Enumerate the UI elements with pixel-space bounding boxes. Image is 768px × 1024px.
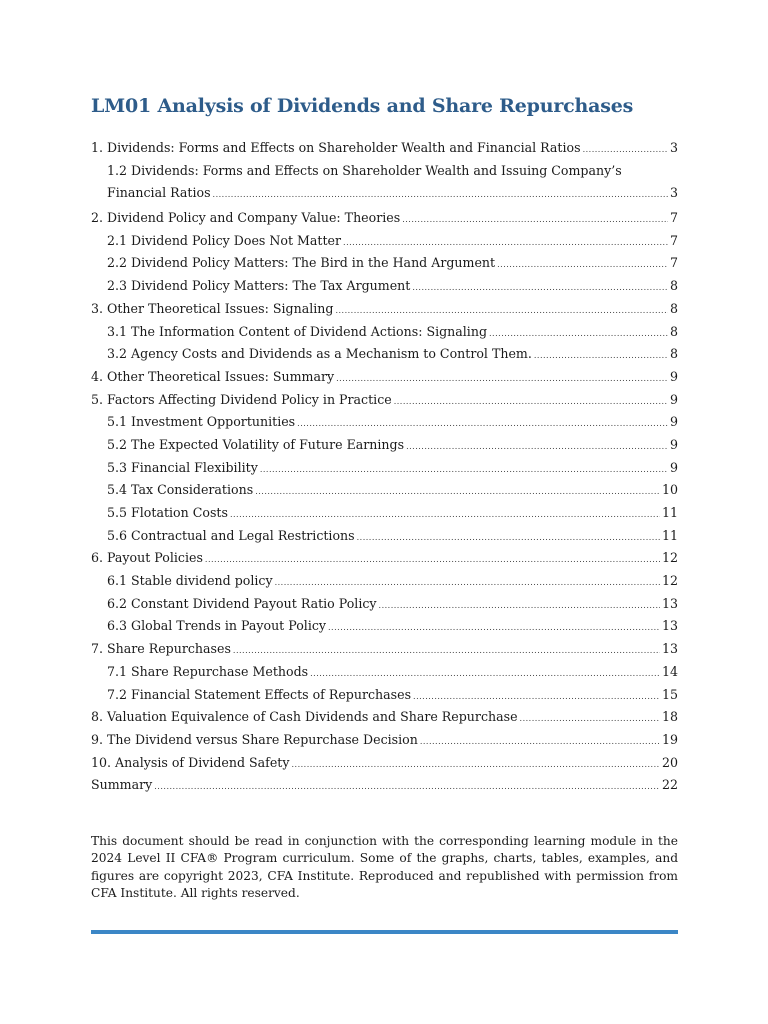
toc-entry[interactable]	[91, 593, 678, 616]
toc-entry[interactable]	[91, 160, 678, 207]
toc-page-number: 20	[661, 754, 678, 770]
toc-page-number: 13	[661, 595, 678, 611]
toc-entry[interactable]	[91, 207, 678, 230]
toc-entry[interactable]	[91, 457, 678, 480]
toc-entry-label: 5.5 Flotation Costs	[107, 505, 228, 521]
toc-dot-leader	[260, 459, 668, 482]
toc-dot-leader	[420, 731, 660, 754]
toc-entry-label: 6.1 Stable dividend policy	[107, 573, 273, 589]
toc-entry-label: 6. Payout Policies	[91, 550, 203, 566]
toc-page-number: 11	[661, 505, 678, 521]
toc-entry[interactable]	[91, 638, 678, 661]
toc-entry-label: 4. Other Theoretical Issues: Summary	[91, 368, 335, 384]
document-title: LM01 Analysis of Dividends and Share Repurchases	[91, 95, 634, 117]
toc-entry[interactable]	[91, 479, 678, 502]
toc-dot-leader	[205, 549, 660, 572]
toc-entry-label: 6.3 Global Trends in Payout Policy	[107, 618, 327, 634]
toc-entry[interactable]	[91, 230, 678, 253]
toc-entry[interactable]	[91, 389, 678, 412]
toc-entry-label: 6.2 Constant Dividend Payout Ratio Policy	[107, 595, 377, 611]
toc-dot-leader	[534, 345, 668, 368]
toc-entry-label: 2.2 Dividend Policy Matters: The Bird in the Hand Argument	[107, 255, 496, 271]
toc-dot-leader	[255, 481, 660, 504]
footer-rule	[91, 930, 678, 934]
toc-entry-label: 1.2 Dividends: Forms and Effects on Shareholder Wealth and Issuing Company’s	[107, 162, 622, 178]
toc-dot-leader	[213, 184, 668, 207]
toc-entry-label: 7.2 Financial Statement Effects of Repurchases	[107, 686, 412, 702]
toc-page-number: 15	[661, 686, 678, 702]
toc-entry-label: Summary	[91, 777, 153, 793]
toc-entry-label: 5.2 The Expected Volatility of Future Earnings	[107, 436, 405, 452]
toc-entry-label: 5.3 Financial Flexibility	[107, 459, 258, 475]
document-page	[91, 92, 678, 797]
toc-entry-label: 1. Dividends: Forms and Effects on Shareholder Wealth and Financial Ratios	[91, 140, 581, 155]
toc-entry-label: 5.6 Contractual and Legal Restrictions	[107, 527, 355, 543]
toc-page-number: 12	[661, 573, 678, 589]
toc-dot-leader	[413, 686, 660, 709]
toc-page-number: 13	[661, 641, 678, 657]
toc-page-number: 18	[661, 709, 678, 725]
toc-entry[interactable]	[91, 366, 678, 389]
toc-entry-label: 2.3 Dividend Policy Matters: The Tax Argument	[107, 278, 411, 294]
toc-entry[interactable]	[91, 752, 678, 775]
toc-entry[interactable]	[91, 729, 678, 752]
toc-dot-leader	[328, 617, 660, 640]
toc-dot-leader	[520, 708, 660, 731]
toc-dot-leader	[310, 663, 660, 686]
toc-page-number: 9	[669, 391, 678, 407]
toc-entry[interactable]	[91, 411, 678, 434]
toc-entry-label: 5.1 Investment Opportunities	[107, 414, 296, 430]
toc-entry-label: 10. Analysis of Dividend Safety	[91, 754, 290, 770]
toc-dot-leader	[583, 139, 668, 162]
toc-dot-leader	[412, 277, 668, 300]
toc-entry[interactable]	[91, 275, 678, 298]
toc-dot-leader	[489, 323, 668, 346]
toc-dot-leader	[394, 391, 668, 414]
toc-page-number: 3	[669, 185, 678, 201]
toc-entry[interactable]	[91, 615, 678, 638]
toc-page-number: 9	[669, 368, 678, 384]
toc-entry[interactable]	[91, 298, 678, 321]
copyright-notice: This document should be read in conjunction with the corresponding learning module in the 2024 Level II CFA® Program curriculum. Some of the graphs, charts, tables, examples, and figures are copyright 2023, CFA Institute. Reproduced and republished with permission from CFA Institute. All rights reserved.	[91, 834, 678, 900]
toc-dot-leader	[402, 209, 668, 232]
toc-entry-continuation	[107, 182, 678, 207]
toc-entry-label: 2. Dividend Policy and Company Value: Theories	[91, 210, 401, 226]
toc-dot-leader	[297, 413, 668, 436]
toc-entry-label: 9. The Dividend versus Share Repurchase Decision	[91, 731, 418, 747]
toc-page-number: 7	[669, 210, 678, 226]
toc-dot-leader	[154, 776, 660, 799]
toc-dot-leader	[275, 572, 660, 595]
toc-entry[interactable]	[91, 502, 678, 525]
toc-entry[interactable]	[91, 434, 678, 457]
toc-page-number: 11	[661, 527, 678, 543]
toc-entry-label-continuation: Financial Ratios	[107, 185, 211, 201]
toc-page-number: 13	[661, 618, 678, 634]
table-of-contents	[91, 137, 678, 797]
toc-entry-label: 5.4 Tax Considerations	[107, 482, 254, 498]
toc-page-number: 8	[669, 346, 678, 362]
toc-dot-leader	[497, 254, 668, 277]
toc-entry[interactable]	[91, 774, 678, 797]
toc-entry-label: 3. Other Theoretical Issues: Signaling	[91, 300, 334, 316]
toc-page-number: 10	[661, 482, 678, 498]
toc-entry[interactable]	[91, 137, 678, 160]
toc-entry[interactable]	[91, 684, 678, 707]
toc-entry[interactable]	[91, 525, 678, 548]
toc-page-number: 8	[669, 278, 678, 294]
toc-entry-label: 3.1 The Information Content of Dividend Actions: Signaling	[107, 323, 488, 339]
toc-dot-leader	[335, 300, 668, 323]
toc-entry-label: 5. Factors Affecting Dividend Policy in Practice	[91, 391, 392, 407]
toc-entry[interactable]	[91, 706, 678, 729]
toc-entry-label: 2.1 Dividend Policy Does Not Matter	[107, 232, 342, 248]
toc-entry[interactable]	[91, 343, 678, 366]
toc-page-number: 8	[669, 323, 678, 339]
toc-entry-label: 8. Valuation Equivalence of Cash Dividends and Share Repurchase	[91, 709, 518, 725]
toc-page-number: 22	[661, 777, 678, 793]
toc-page-number: 7	[669, 232, 678, 248]
toc-dot-leader	[230, 504, 660, 527]
toc-page-number: 9	[669, 414, 678, 430]
toc-entry-label: 7.1 Share Repurchase Methods	[107, 663, 309, 679]
toc-entry[interactable]	[91, 661, 678, 684]
toc-page-number: 9	[669, 436, 678, 452]
toc-page-number: 19	[661, 731, 678, 747]
toc-entry[interactable]	[91, 570, 678, 593]
toc-page-number: 9	[669, 459, 678, 475]
toc-page-number: 3	[669, 140, 678, 155]
toc-entry[interactable]	[91, 547, 678, 570]
toc-entry-label: 3.2 Agency Costs and Dividends as a Mechanism to Control Them.	[107, 346, 532, 362]
toc-page-number: 12	[661, 550, 678, 566]
toc-dot-leader	[233, 640, 660, 663]
toc-entry[interactable]	[91, 252, 678, 275]
toc-dot-leader	[343, 232, 668, 255]
toc-dot-leader	[357, 527, 660, 550]
toc-entry[interactable]	[91, 321, 678, 344]
toc-page-number: 14	[661, 663, 678, 679]
toc-dot-leader	[291, 754, 659, 777]
toc-entry-label: 7. Share Repurchases	[91, 641, 231, 657]
toc-dot-leader	[406, 436, 668, 459]
toc-page-number: 8	[669, 300, 678, 316]
toc-dot-leader	[336, 368, 668, 391]
toc-dot-leader	[379, 595, 660, 618]
toc-page-number: 7	[669, 255, 678, 271]
